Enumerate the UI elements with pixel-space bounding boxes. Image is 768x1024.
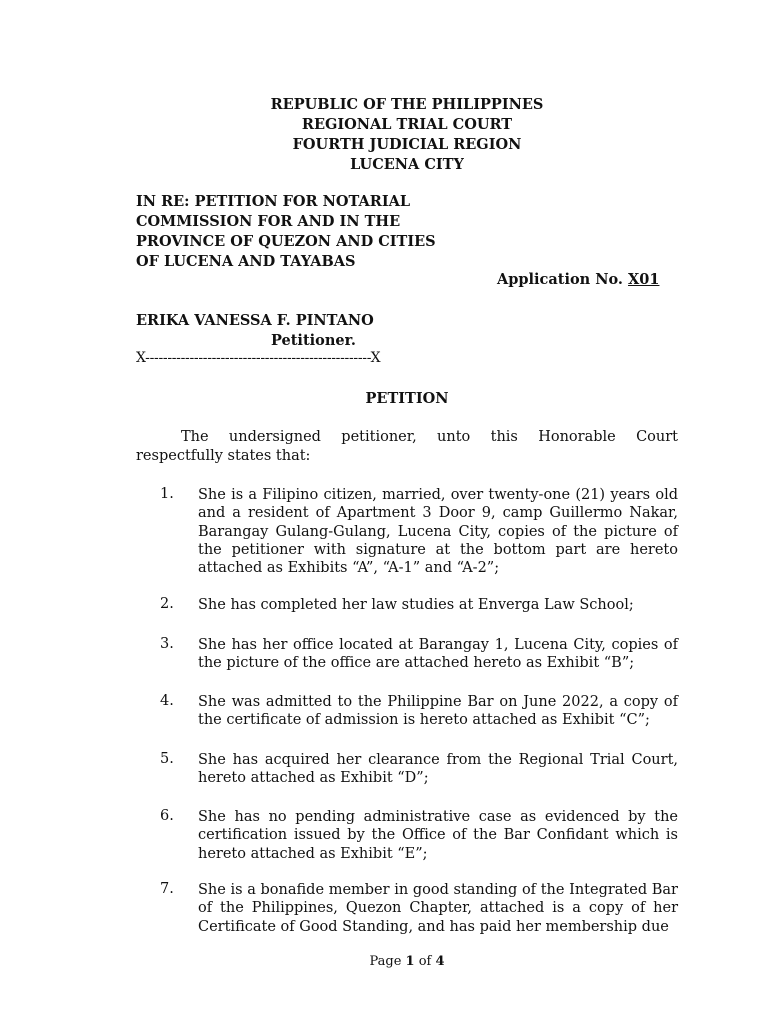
header-line-region: FOURTH JUDICIAL REGION [292,136,522,153]
list-item-text: She has her office located at Barangay 1, Lucena City, copies of the picture of the office are attached hereto as Exhibit “B”; [198,637,678,672]
list-item-text: She has acquired her clearance from the Regional Trial Court, hereto attached as Exhibit “D”; [198,752,678,787]
header-line-city: LUCENA CITY [350,156,464,173]
total-page-number: 4 [435,954,445,969]
intro-line-1: The undersigned petitioner, unto this Honorable Court [181,429,678,445]
list-item-text: She has completed her law studies at Enverga Law School; [198,597,634,613]
caption-line-3: PROVINCE OF QUEZON AND CITIES [136,233,436,250]
application-number [497,271,659,288]
current-page-number: 1 [405,954,415,969]
list-item-text: She is a bonafide member in good standing of the Integrated Bar of the Philippines, Quezon Chapter, attached is a copy of her Certificate of Good Standing, and has paid her membership due [198,882,678,935]
list-item-number: 4. [160,693,174,709]
petitioner-label: Petitioner. [271,332,356,349]
header-line-republic: REPUBLIC OF THE PHILIPPINES [270,96,544,113]
intro-paragraph [136,428,678,466]
application-label: Application No. [497,271,629,288]
list-item-number: 3. [160,636,174,652]
caption-separator: X---------------------------------------------------X [136,350,381,366]
page-word: Page [369,954,406,969]
caption-line-1: IN RE: PETITION FOR NOTARIAL [136,193,411,210]
list-item-number: 6. [160,808,174,824]
court-header [0,95,768,175]
list-item-number: 1. [160,486,174,502]
list-item-number: 2. [160,596,174,612]
list-item-number: 5. [160,751,174,767]
list-item-number: 7. [160,881,174,897]
list-item-text: She has no pending administrative case as evidenced by the certification issued by the Office of the Bar Confidant which is hereto attached as Exhibit “E”; [198,809,678,862]
list-item-text: She is a Filipino citizen, married, over twenty-one (21) years old and a resident of Apartment 3 Door 9, camp Guillermo Nakar, Barangay Gulang-Gulang, Lucena City, copies of the picture of the petitioner with signature at the bottom part are hereto attached as Exhibits “A”, “A-1” and “A-2”; [198,487,678,577]
case-caption [136,192,436,272]
petitioner-name: ERIKA VANESSA F. PINTANO [136,312,374,329]
application-number-value: X01 [628,271,660,288]
of-word: of [414,954,436,969]
list-item-text: She was admitted to the Philippine Bar on June 2022, a copy of the certificate of admission is hereto attached as Exhibit “C”; [198,694,678,729]
document-title: PETITION [365,390,449,407]
caption-line-2: COMMISSION FOR AND IN THE [136,213,401,230]
header-line-court: REGIONAL TRIAL COURT [301,116,513,133]
intro-line-2: respectfully states that: [136,448,311,464]
caption-line-4: OF LUCENA AND TAYABAS [136,253,356,270]
page-footer [0,954,768,969]
